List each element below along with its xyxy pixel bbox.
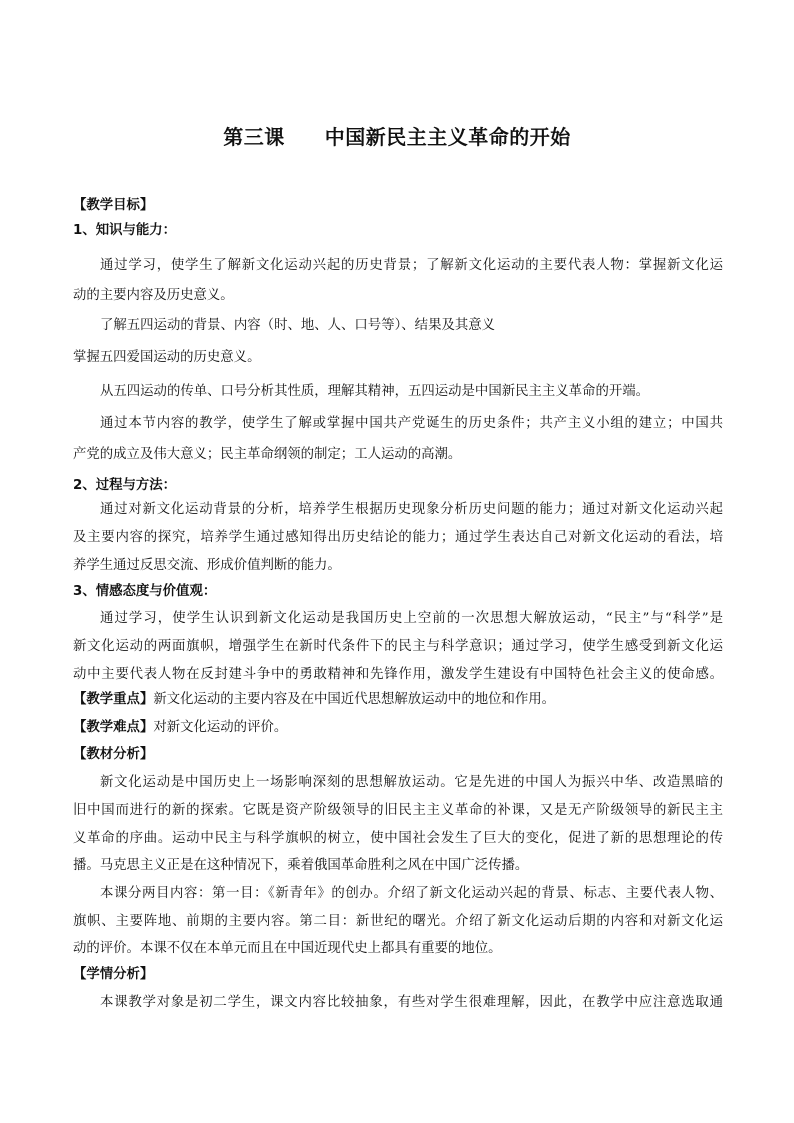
section-heading-objectives: 【教学目标】: [73, 198, 154, 213]
paragraph-line: 新文化运动是中国历史上一场影响深刻的思想解放运动。它是先进的中国人为振兴中华、改造黑暗的: [100, 775, 723, 790]
paragraph-line: 通过对新文化运动背景的分析，培养学生根据历史现象分析历史问题的能力；通过对新文化运动兴起: [100, 502, 723, 517]
paragraph-line: 本课分两目内容：第一目：《新青年》的创办。介绍了新文化运动兴起的背景、标志、主要代表人物、: [100, 886, 723, 901]
subheading-process-method: 2、过程与方法：: [73, 478, 177, 493]
paragraph-line: 通过本节内容的教学，使学生了解或掌握中国共产党诞生的历史条件；共产主义小组的建立；中国共: [100, 416, 723, 431]
key-point-text: 新文化运动的主要内容及在中国近代思想解放运动中的地位和作用。: [153, 692, 556, 707]
section-heading-textbook-analysis: 【教材分析】: [73, 747, 154, 762]
paragraph-line: 旧中国而进行的新的探索。它既是资产阶级领导的旧民主主义革命的补课，又是无产阶级领导的新民主主: [73, 803, 723, 818]
subheading-knowledge-ability: 1、知识与能力：: [73, 223, 177, 238]
paragraph-line: 通过学习，使学生了解新文化运动兴起的历史背景；了解新文化运动的主要代表人物：掌握新文化运: [100, 258, 723, 273]
paragraph-line: 动中主要代表人物在反封建斗争中的勇敢精神和先锋作用，激发学生建设有中国特色社会主义的使命感。: [73, 667, 723, 682]
paragraph-line: 动的评价。本课不仅在本单元而且在中国近现代史上都具有重要的地位。: [73, 941, 502, 956]
paragraph-line: 本课教学对象是初二学生，课文内容比较抽象，有些对学生很难理解，因此，在教学中应注意选取通: [100, 995, 723, 1010]
paragraph-line: 从五四运动的传单、口号分析其性质，理解其精神，五四运动是中国新民主主义革命的开端。: [100, 384, 650, 399]
paragraph-line: 旗帜、主要阵地、前期的主要内容。第二目：新世纪的曙光。介绍了新文化运动后期的内容和对新文化运: [73, 914, 723, 929]
paragraph-line: 产党的成立及伟大意义；民主革命纲领的制定；工人运动的高潮。: [73, 447, 462, 462]
paragraph-line: 义革命的序曲。运动中民主与科学旗帜的树立，使中国社会发生了巨大的变化，促进了新的思想理论的传: [73, 831, 723, 846]
key-point-label: 【教学重点】: [73, 692, 154, 707]
key-point-line: [73, 691, 723, 709]
section-heading-student-analysis: 【学情分析】: [73, 967, 154, 982]
lesson-title: 中国新民主主义革命的开始: [324, 125, 571, 149]
paragraph-line: 新文化运动的两面旗帜，增强学生在新时代条件下的民主与科学意识；通过学习，使学生感受到新文化运: [73, 639, 723, 654]
paragraph-line: 动的主要内容及历史意义。: [73, 288, 234, 303]
paragraph-line: 了解五四运动的背景、内容（时、地、人、口号等）、结果及其意义: [100, 318, 496, 333]
paragraph-line: 通过学习，使学生认识到新文化运动是我国历史上空前的一次思想大解放运动，“民主”与“科学”是: [100, 611, 723, 626]
lesson-number: 第三课: [223, 125, 285, 149]
subheading-emotion-values: 3、情感态度与价值观：: [73, 584, 217, 599]
paragraph-line: 养学生通过反思交流、形成价值判断的能力。: [73, 558, 341, 573]
paragraph-line: 及主要内容的探究，培养学生通过感知得出历史结论的能力；通过学生表达自己对新文化运动的看法，培: [73, 530, 723, 545]
page-title: [0, 121, 794, 150]
paragraph-line: 掌握五四爱国运动的历史意义。: [73, 350, 261, 365]
difficulty-label: 【教学难点】: [73, 720, 154, 735]
difficulty-text: 对新文化运动的评价。: [153, 720, 288, 735]
paragraph-line: 播。马克思主义正是在这种情况下，乘着俄国革命胜利之风在中国广泛传播。: [73, 858, 529, 873]
difficulty-line: [73, 719, 723, 737]
